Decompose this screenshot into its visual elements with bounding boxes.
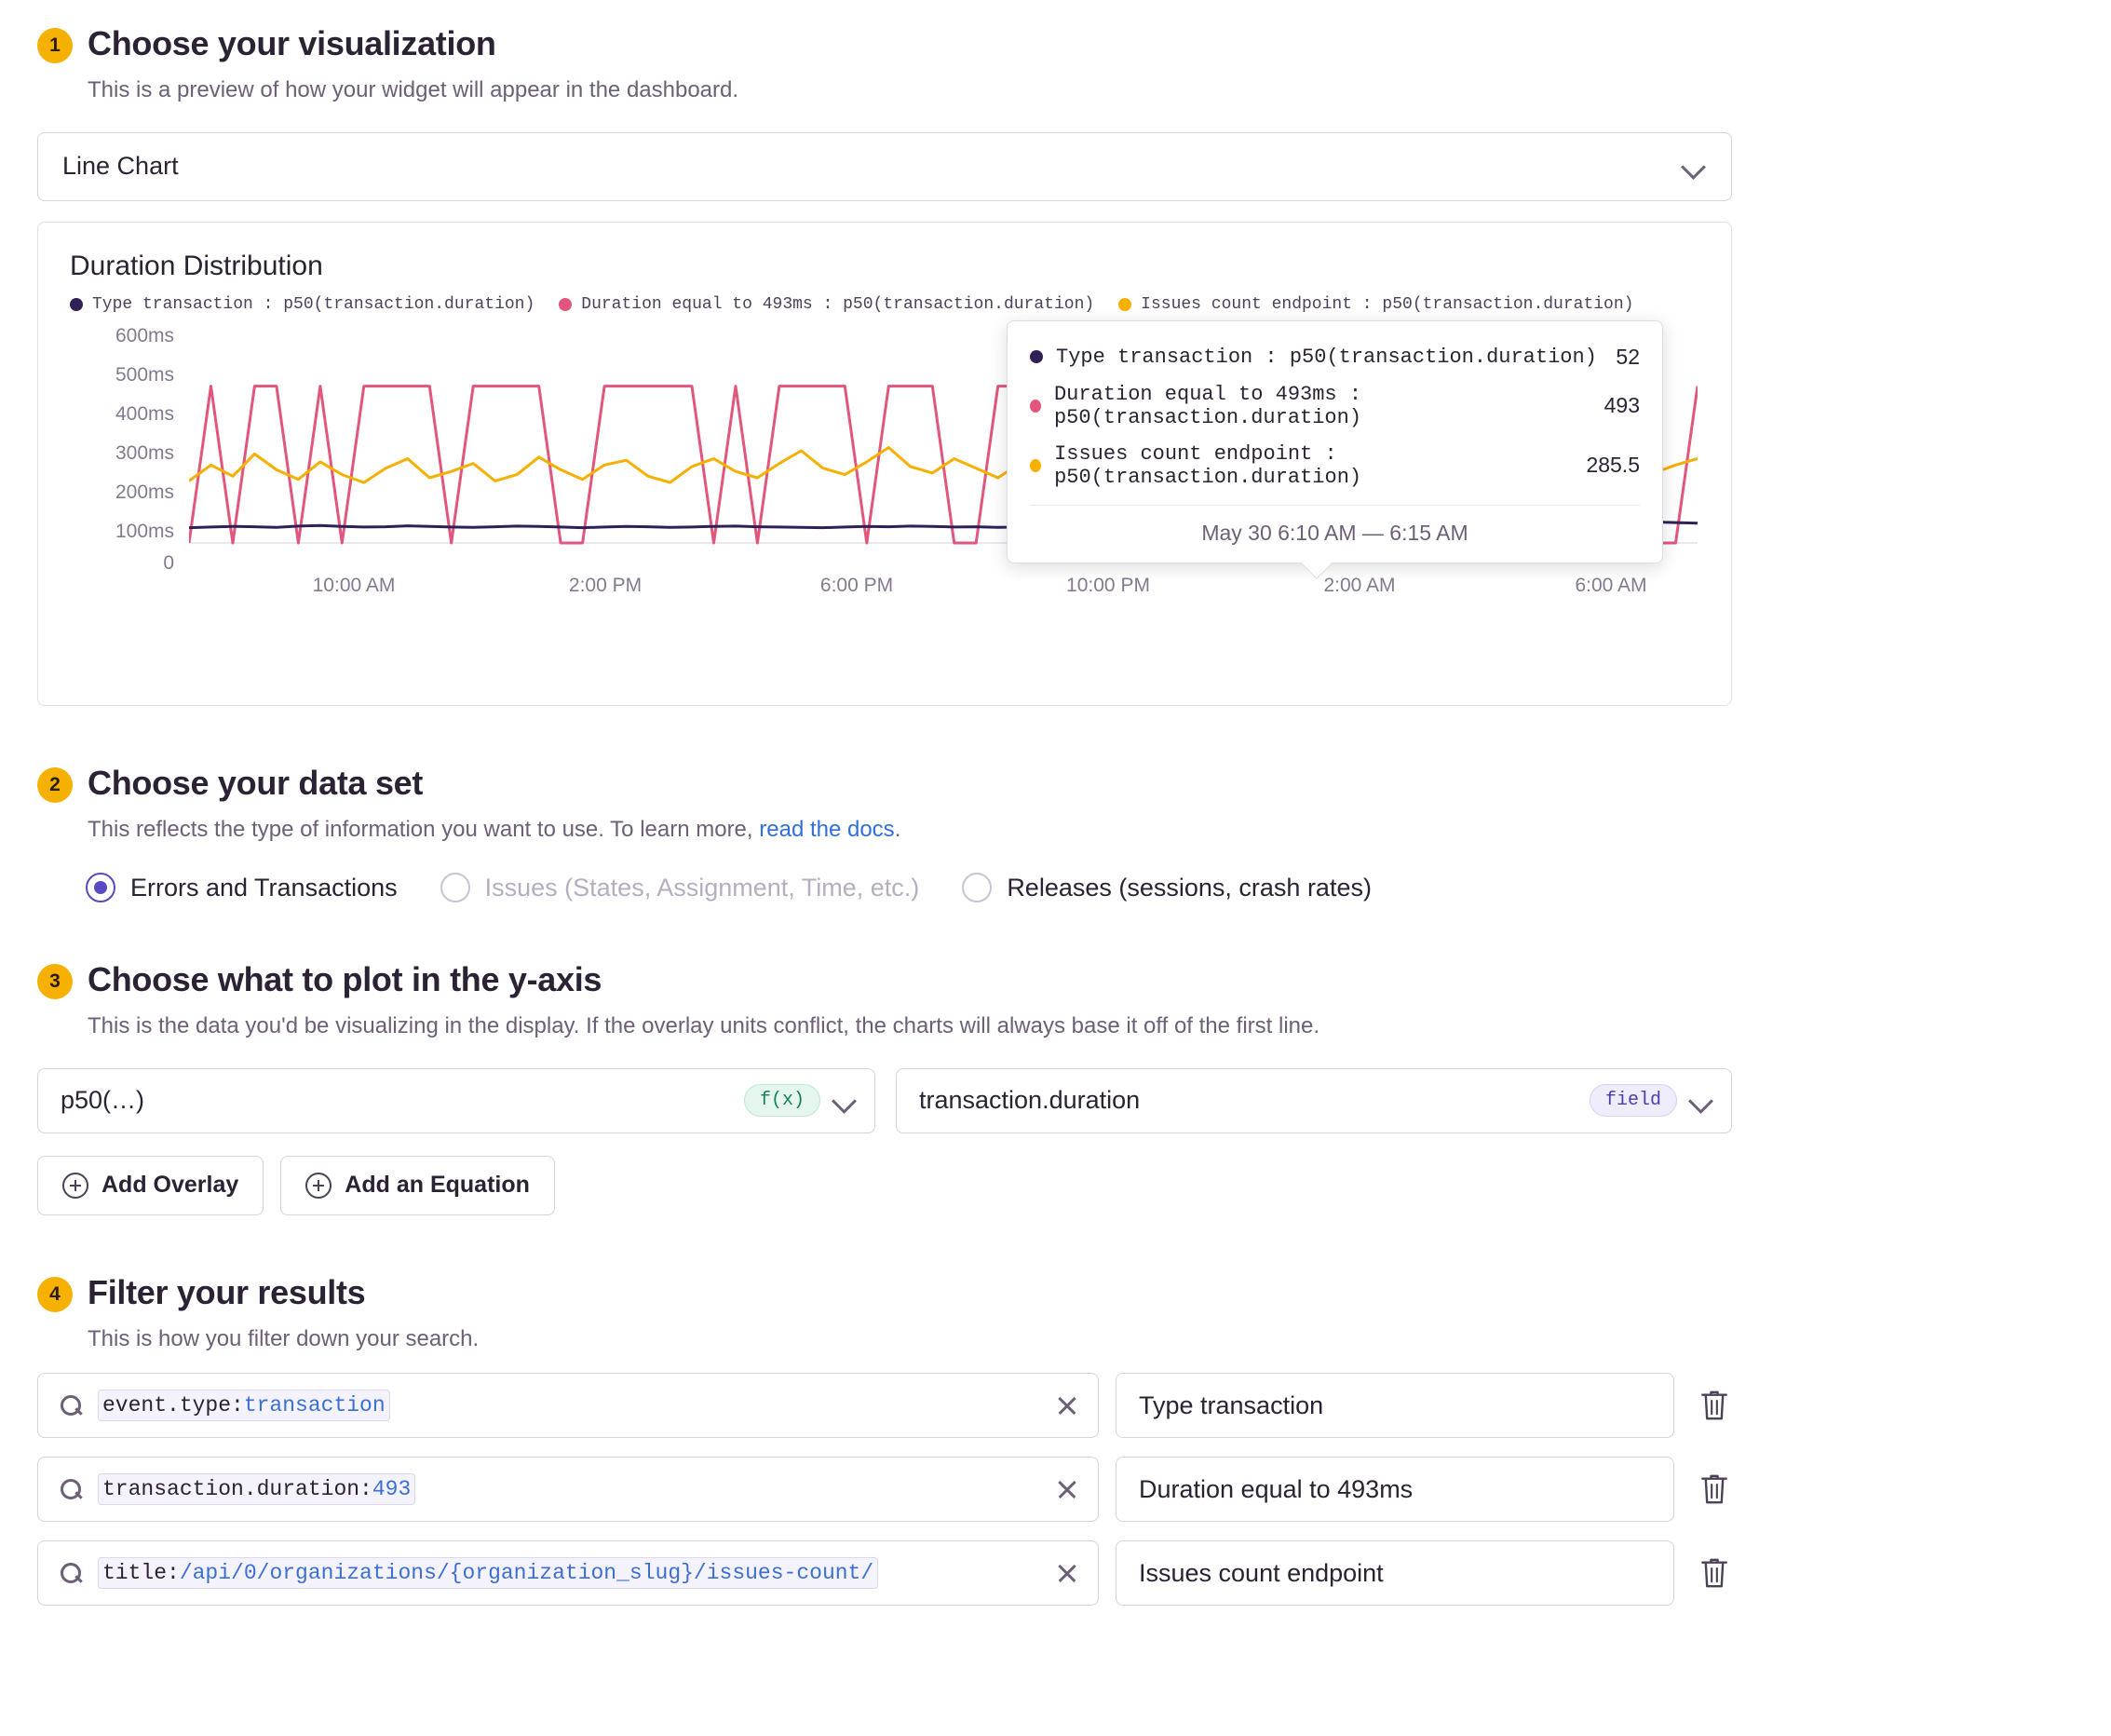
tooltip-series-label: Type transaction : p50(transaction.duration) xyxy=(1056,345,1597,369)
filters-title: Filter your results xyxy=(88,1272,366,1311)
chart-title: Duration Distribution xyxy=(70,250,323,281)
legend-item-label: Duration equal to 493ms : p50(transaction.duration) xyxy=(581,294,1095,314)
x-tick-label: 10:00 PM xyxy=(1066,574,1150,596)
legend-alias-value: Issues count endpoint xyxy=(1139,1558,1384,1587)
field-type-pill: field xyxy=(1590,1084,1677,1117)
tooltip-series-value: 285.5 xyxy=(1586,453,1640,478)
tooltip-row xyxy=(1030,338,1640,376)
legend-color-dot xyxy=(1118,298,1131,311)
step-1-description: This is a preview of how your widget will appear in the dashboard. xyxy=(88,77,739,102)
step-1-badge: 1 xyxy=(37,28,73,63)
tooltip-timerange: May 30 6:10 AM — 6:15 AM xyxy=(1030,505,1640,563)
filter-row xyxy=(37,1540,2074,1606)
yaxis-actions xyxy=(37,1156,2074,1215)
legend-alias-value: Duration equal to 493ms xyxy=(1139,1474,1414,1503)
search-query-value xyxy=(98,1473,1038,1505)
legend-item[interactable] xyxy=(70,295,535,314)
plus-circle-icon xyxy=(62,1173,88,1199)
legend-color-dot xyxy=(559,298,572,311)
radio-errors-and-transactions[interactable] xyxy=(86,873,398,902)
clear-search-icon[interactable] xyxy=(1053,1559,1081,1587)
y-tick-label: 400ms xyxy=(115,402,174,425)
y-axis-labels xyxy=(70,324,182,574)
x-tick-label: 6:00 PM xyxy=(819,574,894,596)
search-input[interactable] xyxy=(37,1457,1099,1522)
step-2-header xyxy=(37,764,2074,803)
x-tick-label: 6:00 AM xyxy=(1575,574,1647,596)
chevron-down-icon xyxy=(833,1089,858,1113)
step-4-header xyxy=(37,1273,2074,1312)
add-equation-button[interactable] xyxy=(280,1156,555,1215)
radio-label: Issues (States, Assignment, Time, etc.) xyxy=(484,873,920,902)
search-icon xyxy=(59,1393,83,1417)
step-2-description xyxy=(88,814,2074,846)
step-2-badge: 2 xyxy=(37,767,73,803)
legend-item-label: Issues count endpoint : p50(transaction.duration) xyxy=(1141,294,1634,314)
page-title: Choose your visualization xyxy=(88,24,496,62)
tooltip-series-value: 493 xyxy=(1604,393,1640,418)
step-3-badge: 3 xyxy=(37,964,73,999)
tooltip-series-label: Issues count endpoint : p50(transaction.duration) xyxy=(1054,441,1362,489)
legend-item[interactable] xyxy=(559,295,1094,314)
x-tick-label: 2:00 AM xyxy=(1323,574,1396,596)
clear-search-icon[interactable] xyxy=(1053,1475,1081,1503)
query-value: /api/0/organizations/{organization_slug}/issues-count/ xyxy=(179,1561,874,1586)
step-filters xyxy=(37,1273,2074,1607)
radio-indicator xyxy=(86,873,115,902)
step-3-description: This is the data you'd be visualizing in the display. If the overlay units conflict, the charts will always base it off of the first line. xyxy=(88,1013,1320,1039)
visualization-type-select[interactable] xyxy=(37,132,1732,201)
chart-preview-panel xyxy=(37,222,1732,706)
y-tick-label: 600ms xyxy=(115,324,174,346)
delete-filter-button[interactable] xyxy=(1698,1388,1730,1423)
query-key: event.type: xyxy=(102,1393,244,1418)
field-value: transaction.duration xyxy=(919,1086,1141,1115)
dataset-title: Choose your data set xyxy=(88,763,424,802)
legend-alias-value: Type transaction xyxy=(1139,1390,1324,1419)
y-tick-label: 300ms xyxy=(115,441,174,464)
legend-alias-input[interactable] xyxy=(1116,1373,1674,1438)
legend-color-dot xyxy=(70,298,83,311)
search-query-value xyxy=(98,1557,1038,1589)
tooltip-series-value: 52 xyxy=(1616,344,1640,369)
query-value: transaction xyxy=(243,1393,386,1418)
search-query-value xyxy=(98,1390,1038,1421)
y-tick-label: 200ms xyxy=(115,481,174,503)
plus-circle-icon xyxy=(305,1173,332,1199)
radio-indicator xyxy=(440,873,470,902)
search-icon xyxy=(59,1477,83,1501)
tooltip-color-dot xyxy=(1030,400,1041,413)
step-dataset xyxy=(37,764,2074,903)
filter-row xyxy=(37,1373,2074,1438)
radio-releases[interactable] xyxy=(962,873,1372,902)
step-visualization xyxy=(37,24,2074,706)
step-4-badge: 4 xyxy=(37,1277,73,1312)
read-the-docs-link[interactable]: read the docs xyxy=(759,816,895,842)
aggregate-type-pill: f(x) xyxy=(744,1084,820,1117)
chevron-down-icon xyxy=(1683,155,1707,179)
step-1-header xyxy=(37,24,2074,63)
delete-filter-button[interactable] xyxy=(1698,1472,1730,1507)
yaxis-field-row xyxy=(37,1068,2074,1133)
search-icon xyxy=(59,1561,83,1585)
query-key: transaction.duration: xyxy=(102,1477,372,1502)
dataset-description-suffix: . xyxy=(894,816,901,842)
legend-item-label: Type transaction : p50(transaction.duration) xyxy=(92,294,535,314)
y-tick-label: 0 xyxy=(163,551,174,574)
legend-item[interactable] xyxy=(1118,295,1633,314)
radio-label: Releases (sessions, crash rates) xyxy=(1007,873,1372,902)
tooltip-row xyxy=(1030,376,1640,436)
tooltip-color-dot xyxy=(1030,350,1043,363)
x-tick-label: 2:00 PM xyxy=(568,574,643,596)
step-yaxis xyxy=(37,960,2074,1215)
filter-row xyxy=(37,1457,2074,1522)
add-overlay-label: Add Overlay xyxy=(101,1172,239,1199)
chart-legend xyxy=(70,295,1699,314)
aggregate-value: p50(…) xyxy=(61,1086,145,1115)
query-key: title: xyxy=(102,1561,180,1586)
step-3-header xyxy=(37,960,2074,999)
y-tick-label: 500ms xyxy=(115,363,174,386)
y-tick-label: 100ms xyxy=(115,520,174,542)
aggregate-select[interactable] xyxy=(37,1068,875,1133)
step-4-description: This is how you filter down your search. xyxy=(88,1325,480,1351)
tooltip-row xyxy=(1030,436,1640,495)
x-tick-label: 10:00 AM xyxy=(312,574,396,596)
chart-tooltip xyxy=(1007,320,1663,563)
query-value: 493 xyxy=(372,1477,412,1502)
legend-alias-input[interactable] xyxy=(1116,1457,1674,1522)
legend-alias-input[interactable] xyxy=(1116,1540,1674,1606)
yaxis-title: Choose what to plot in the y-axis xyxy=(88,960,602,999)
dataset-description-text: This reflects the type of information you want to use. To learn more, xyxy=(88,816,760,842)
add-overlay-button[interactable] xyxy=(37,1156,264,1215)
search-input[interactable] xyxy=(37,1373,1099,1438)
add-equation-label: Add an Equation xyxy=(345,1172,530,1199)
dataset-radio-group xyxy=(86,873,2074,902)
tooltip-color-dot xyxy=(1030,459,1041,472)
tooltip-series-label: Duration equal to 493ms : p50(transaction.duration) xyxy=(1053,382,1362,429)
chevron-down-icon xyxy=(1690,1089,1714,1113)
visualization-type-value: Line Chart xyxy=(62,152,179,181)
radio-label: Errors and Transactions xyxy=(130,873,398,902)
delete-filter-button[interactable] xyxy=(1698,1555,1730,1591)
radio-issues[interactable] xyxy=(440,873,920,902)
clear-search-icon[interactable] xyxy=(1053,1391,1081,1419)
field-select[interactable] xyxy=(896,1068,1732,1133)
radio-indicator xyxy=(962,873,992,902)
search-input[interactable] xyxy=(37,1540,1099,1606)
